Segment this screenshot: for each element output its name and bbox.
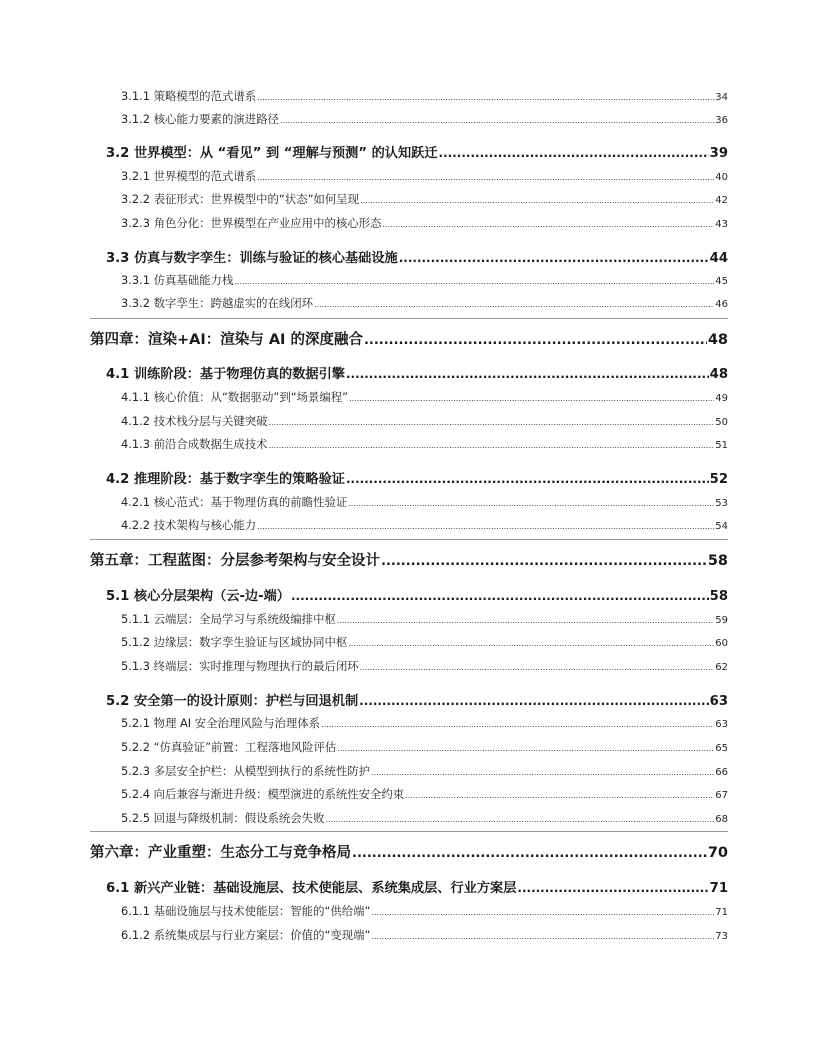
toc-entry-title: 3.2.2 表征形式：世界模型中的“状态”如何呈现	[121, 192, 360, 206]
toc-section-entry[interactable]	[106, 877, 728, 896]
toc-subsection-entry[interactable]	[121, 763, 728, 779]
dot-leader	[346, 472, 709, 486]
toc-subsection-entry[interactable]	[121, 494, 728, 510]
toc-subsection-entry[interactable]	[121, 272, 728, 288]
toc-entry-page-number: 45	[715, 276, 728, 287]
toc-entry-page-number: 44	[709, 251, 728, 266]
toc-entry-title: 5.1 核心分层架构（云-边-端）	[106, 589, 290, 604]
toc-subsection-entry[interactable]	[121, 715, 728, 731]
toc-entry-page-number: 59	[715, 615, 728, 626]
toc-section-entry[interactable]	[106, 247, 728, 266]
dot-leader	[360, 196, 714, 205]
toc-entry-page-number: 67	[715, 790, 728, 801]
toc-entry-page-number: 65	[715, 743, 728, 754]
dot-leader	[257, 93, 714, 102]
toc-entry-page-number: 48	[707, 332, 728, 348]
toc-entry-page-number: 50	[715, 417, 728, 428]
toc-entry-page-number: 60	[715, 638, 728, 649]
toc-entry-page-number: 66	[715, 767, 728, 778]
toc-entry-title: 3.1.2 核心能力要素的演进路径	[121, 112, 279, 126]
toc-entry-title: 6.1.2 系统集成层与行业方案层：价值的“变现端”	[121, 928, 371, 942]
toc-subsection-entry[interactable]	[121, 389, 728, 405]
toc-chapter-entry[interactable]	[90, 549, 728, 570]
dot-leader	[280, 116, 714, 125]
toc-entry-title: 6.1 新兴产业链：基础设施层、技术使能层、系统集成层、行业方案层	[106, 881, 517, 896]
toc-subsection-entry[interactable]	[121, 436, 728, 452]
chapter-divider	[90, 318, 728, 319]
toc-subsection-entry[interactable]	[121, 786, 728, 802]
toc-entry-title: 4.1 训练阶段：基于物理仿真的数据引擎	[106, 367, 345, 382]
toc-subsection-entry[interactable]	[121, 658, 728, 674]
toc-entry-title: 3.3.2 数字孪生：跨越虚实的在线闭环	[121, 296, 314, 310]
toc-entry-page-number: 51	[715, 440, 728, 451]
dot-leader	[257, 522, 714, 531]
toc-subsection-entry[interactable]	[121, 111, 728, 127]
toc-subsection-entry[interactable]	[121, 634, 728, 650]
dot-leader	[314, 300, 714, 309]
dot-leader	[348, 639, 714, 648]
toc-entry-title: 3.1.1 策略模型的范式谱系	[121, 89, 257, 103]
chapter-divider	[90, 831, 728, 832]
toc-entry-page-number: 49	[715, 393, 728, 404]
toc-entry-page-number: 46	[715, 299, 728, 310]
toc-entry-title: 5.1.1 云端层：全局学习与系统级编排中枢	[121, 612, 336, 626]
dot-leader	[399, 251, 709, 265]
dot-leader	[321, 720, 714, 729]
toc-subsection-entry[interactable]	[121, 517, 728, 533]
toc-entry-title: 5.2 安全第一的设计原则：护栏与回退机制	[106, 694, 359, 709]
toc-entry-title: 4.2.2 技术架构与核心能力	[121, 518, 257, 532]
toc-entry-title: 5.2.1 物理 AI 安全治理风险与治理体系	[121, 716, 321, 730]
toc-entry-title: 3.2.1 世界模型的范式谱系	[121, 169, 257, 183]
toc-entry-title: 5.2.2 “仿真验证”前置：工程落地风险评估	[121, 740, 337, 754]
dot-leader	[371, 908, 714, 917]
dot-leader	[371, 932, 714, 941]
dot-leader	[360, 663, 715, 672]
toc-entry-page-number: 68	[715, 814, 728, 825]
toc-entry-page-number: 71	[715, 907, 728, 918]
dot-leader	[349, 394, 714, 403]
dot-leader	[269, 441, 715, 450]
toc-subsection-entry[interactable]	[121, 611, 728, 627]
toc-subsection-entry[interactable]	[121, 739, 728, 755]
toc-section-entry[interactable]	[106, 142, 728, 161]
toc-entry-page-number: 73	[715, 931, 728, 942]
toc-entry-page-number: 58	[707, 553, 728, 569]
toc-section-entry[interactable]	[106, 690, 728, 709]
dot-leader	[291, 589, 709, 603]
toc-subsection-entry[interactable]	[121, 927, 728, 943]
dot-leader	[517, 881, 708, 895]
dot-leader	[257, 173, 714, 182]
toc-entry-page-number: 42	[715, 195, 728, 206]
chapter-divider	[90, 539, 728, 540]
toc-entry-page-number: 71	[709, 881, 728, 896]
dot-leader	[382, 220, 714, 229]
dot-leader	[359, 694, 709, 708]
dot-leader	[381, 554, 707, 569]
dot-leader	[352, 846, 707, 861]
toc-entry-page-number: 48	[709, 367, 728, 382]
toc-entry-title: 4.1.2 技术栈分层与关键突破	[121, 414, 268, 428]
toc-entry-title: 5.1.2 边缘层：数字孪生验证与区域协同中枢	[121, 635, 348, 649]
toc-chapter-entry[interactable]	[90, 328, 728, 349]
toc-entry-page-number: 40	[715, 172, 728, 183]
toc-entry-page-number: 39	[709, 146, 728, 161]
toc-entry-title: 4.2 推理阶段：基于数字孪生的策略验证	[106, 472, 345, 487]
toc-entry-title: 第六章：产业重塑：生态分工与竞争格局	[90, 845, 351, 861]
toc-entry-title: 5.2.4 向后兼容与渐进升级：模型演进的系统性安全约束	[121, 787, 405, 801]
toc-section-entry[interactable]	[106, 363, 728, 382]
toc-entry-title: 第四章：渲染+AI：渲染与 AI 的深度融合	[90, 332, 363, 348]
toc-entry-title: 5.2.5 回退与降级机制：假设系统会失败	[121, 811, 325, 825]
toc-entry-title: 3.3.1 仿真基础能力栈	[121, 273, 234, 287]
toc-section-entry[interactable]	[106, 468, 728, 487]
toc-entry-page-number: 63	[709, 694, 728, 709]
toc-subsection-entry[interactable]	[121, 903, 728, 919]
dot-leader	[337, 744, 714, 753]
toc-entry-title: 第五章：工程蓝图：分层参考架构与安全设计	[90, 553, 380, 569]
dot-leader	[405, 791, 714, 800]
toc-entry-title: 3.3 仿真与数字孪生：训练与验证的核心基础设施	[106, 251, 398, 266]
toc-entry-page-number: 43	[715, 219, 728, 230]
toc-entry-page-number: 53	[715, 498, 728, 509]
dot-leader	[439, 146, 709, 160]
toc-entry-title: 3.2.3 角色分化：世界模型在产业应用中的核心形态	[121, 216, 382, 230]
dot-leader	[337, 616, 714, 625]
toc-subsection-entry[interactable]	[121, 215, 728, 231]
toc-entry-title: 6.1.1 基础设施层与技术使能层：智能的“供给端”	[121, 904, 371, 918]
toc-entry-page-number: 58	[709, 589, 728, 604]
toc-entry-page-number: 70	[707, 845, 728, 861]
dot-leader	[234, 277, 714, 286]
toc-subsection-entry[interactable]	[121, 191, 728, 207]
toc-entry-title: 5.2.3 多层安全护栏：从模型到执行的系统性防护	[121, 764, 371, 778]
dot-leader	[269, 418, 715, 427]
toc-entry-page-number: 63	[715, 719, 728, 730]
toc-subsection-entry[interactable]	[121, 295, 728, 311]
dot-leader	[371, 768, 714, 777]
toc-subsection-entry[interactable]	[121, 413, 728, 429]
dot-leader	[348, 499, 714, 508]
toc-entry-page-number: 34	[715, 92, 728, 103]
dot-leader	[325, 815, 714, 824]
toc-entry-page-number: 52	[709, 472, 728, 487]
toc-entry-title: 5.1.3 终端层：实时推理与物理执行的最后闭环	[121, 659, 359, 673]
dot-leader	[364, 333, 707, 348]
toc-entry-title: 4.2.1 核心范式：基于物理仿真的前瞻性验证	[121, 495, 348, 509]
toc-subsection-entry[interactable]	[121, 88, 728, 104]
toc-entry-page-number: 54	[715, 521, 728, 532]
toc-entry-page-number: 36	[715, 115, 728, 126]
toc-entry-page-number: 62	[715, 662, 728, 673]
toc-entry-title: 4.1.3 前沿合成数据生成技术	[121, 437, 268, 451]
toc-section-entry[interactable]	[106, 585, 728, 604]
toc-entry-title: 4.1.1 核心价值：从“数据驱动”到“场景编程”	[121, 390, 349, 404]
toc-subsection-entry[interactable]	[121, 168, 728, 184]
toc-subsection-entry[interactable]	[121, 810, 728, 826]
toc-chapter-entry[interactable]	[90, 841, 728, 862]
dot-leader	[346, 367, 709, 381]
toc-entry-title: 3.2 世界模型：从 “看见” 到 “理解与预测” 的认知跃迁	[106, 146, 438, 161]
